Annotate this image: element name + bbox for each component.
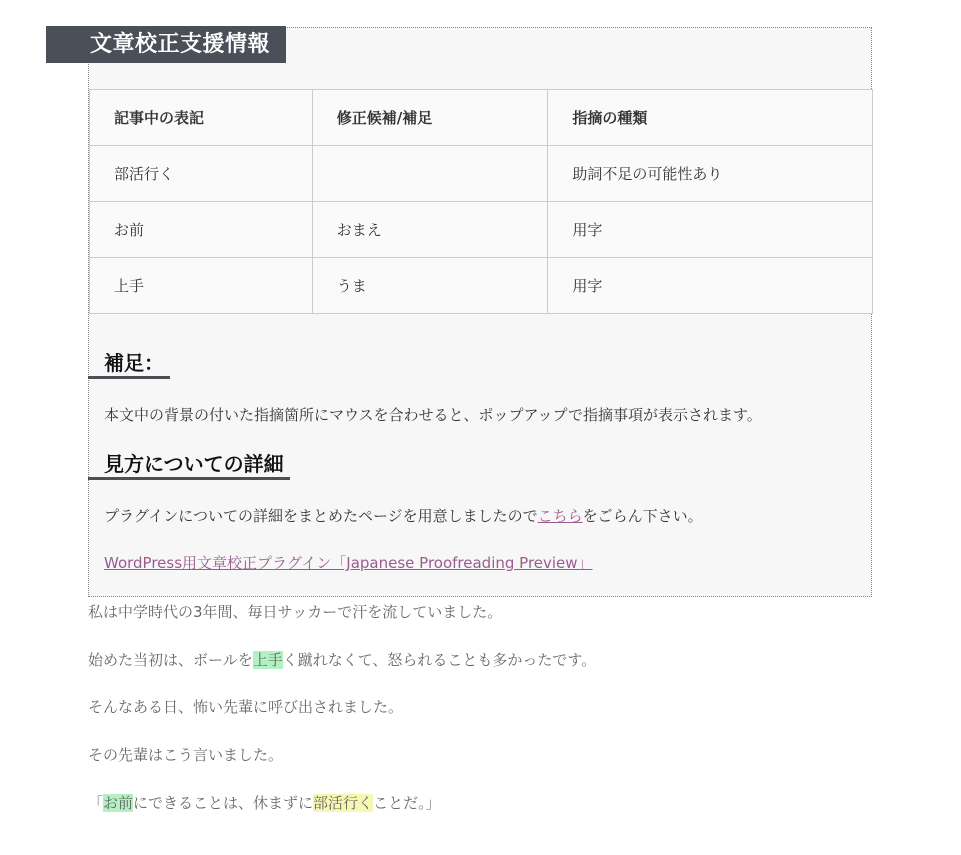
- highlight-omae[interactable]: お前: [103, 794, 134, 812]
- details-text-after: をごらん下さい。: [582, 507, 703, 525]
- article-line-3: そんなある日、怖い先輩に呼び出されました。: [88, 698, 404, 716]
- supplement-text: 本文中の背景の付いた指摘箇所にマウスを合わせると、ポップアップで指摘事項が表示されます。: [104, 406, 762, 424]
- article-line-4: その先輩はこう言いました。: [88, 746, 284, 764]
- cell-type: 用字: [548, 202, 873, 258]
- plugin-link-line: [104, 552, 593, 573]
- line5-close: ことだ。」: [373, 794, 441, 812]
- line2-before: 始めた当初は、ボールを: [88, 651, 253, 669]
- cell-original: お前: [90, 202, 313, 258]
- table-row: [90, 146, 873, 202]
- article-line-1: 私は中学時代の3年間、毎日サッカーで汗を流していました。: [88, 603, 503, 621]
- here-link[interactable]: こちら: [537, 507, 583, 525]
- details-heading: 見方についての詳細: [88, 451, 290, 480]
- details-text: [104, 505, 703, 526]
- table-header-row: [90, 90, 873, 146]
- cell-suggestion: うま: [312, 258, 548, 314]
- cell-suggestion: [312, 146, 548, 202]
- line2-after: く蹴れなくて、怒られることも多かったです。: [282, 651, 597, 669]
- cell-original: 上手: [90, 258, 313, 314]
- table-row: [90, 258, 873, 314]
- cell-suggestion: おまえ: [312, 202, 548, 258]
- article-line-2: [88, 649, 596, 670]
- cell-original: 部活行く: [90, 146, 313, 202]
- table-row: [90, 202, 873, 258]
- details-text-before: プラグインについての詳細をまとめたページを用意しましたので: [104, 507, 538, 525]
- cell-type: 用字: [548, 258, 873, 314]
- panel-title: 文章校正支援情報: [46, 26, 286, 63]
- plugin-link[interactable]: WordPress用文章校正プラグイン「Japanese Proofreading Preview」: [104, 554, 593, 572]
- column-header-type: 指摘の種類: [548, 90, 873, 146]
- supplement-heading: 補足：: [88, 350, 170, 379]
- proofreading-table: [89, 89, 873, 314]
- column-header-original: 記事中の表記: [90, 90, 313, 146]
- highlight-bukatsu-iku[interactable]: 部活行く: [313, 794, 374, 812]
- cell-type: 助詞不足の可能性あり: [548, 146, 873, 202]
- column-header-suggestion: 修正候補/補足: [312, 90, 548, 146]
- line5-open: 「: [88, 794, 104, 812]
- highlight-jouzu[interactable]: 上手: [252, 651, 283, 669]
- line5-middle: にできることは、休まずに: [133, 794, 314, 812]
- article-line-5: [88, 792, 441, 813]
